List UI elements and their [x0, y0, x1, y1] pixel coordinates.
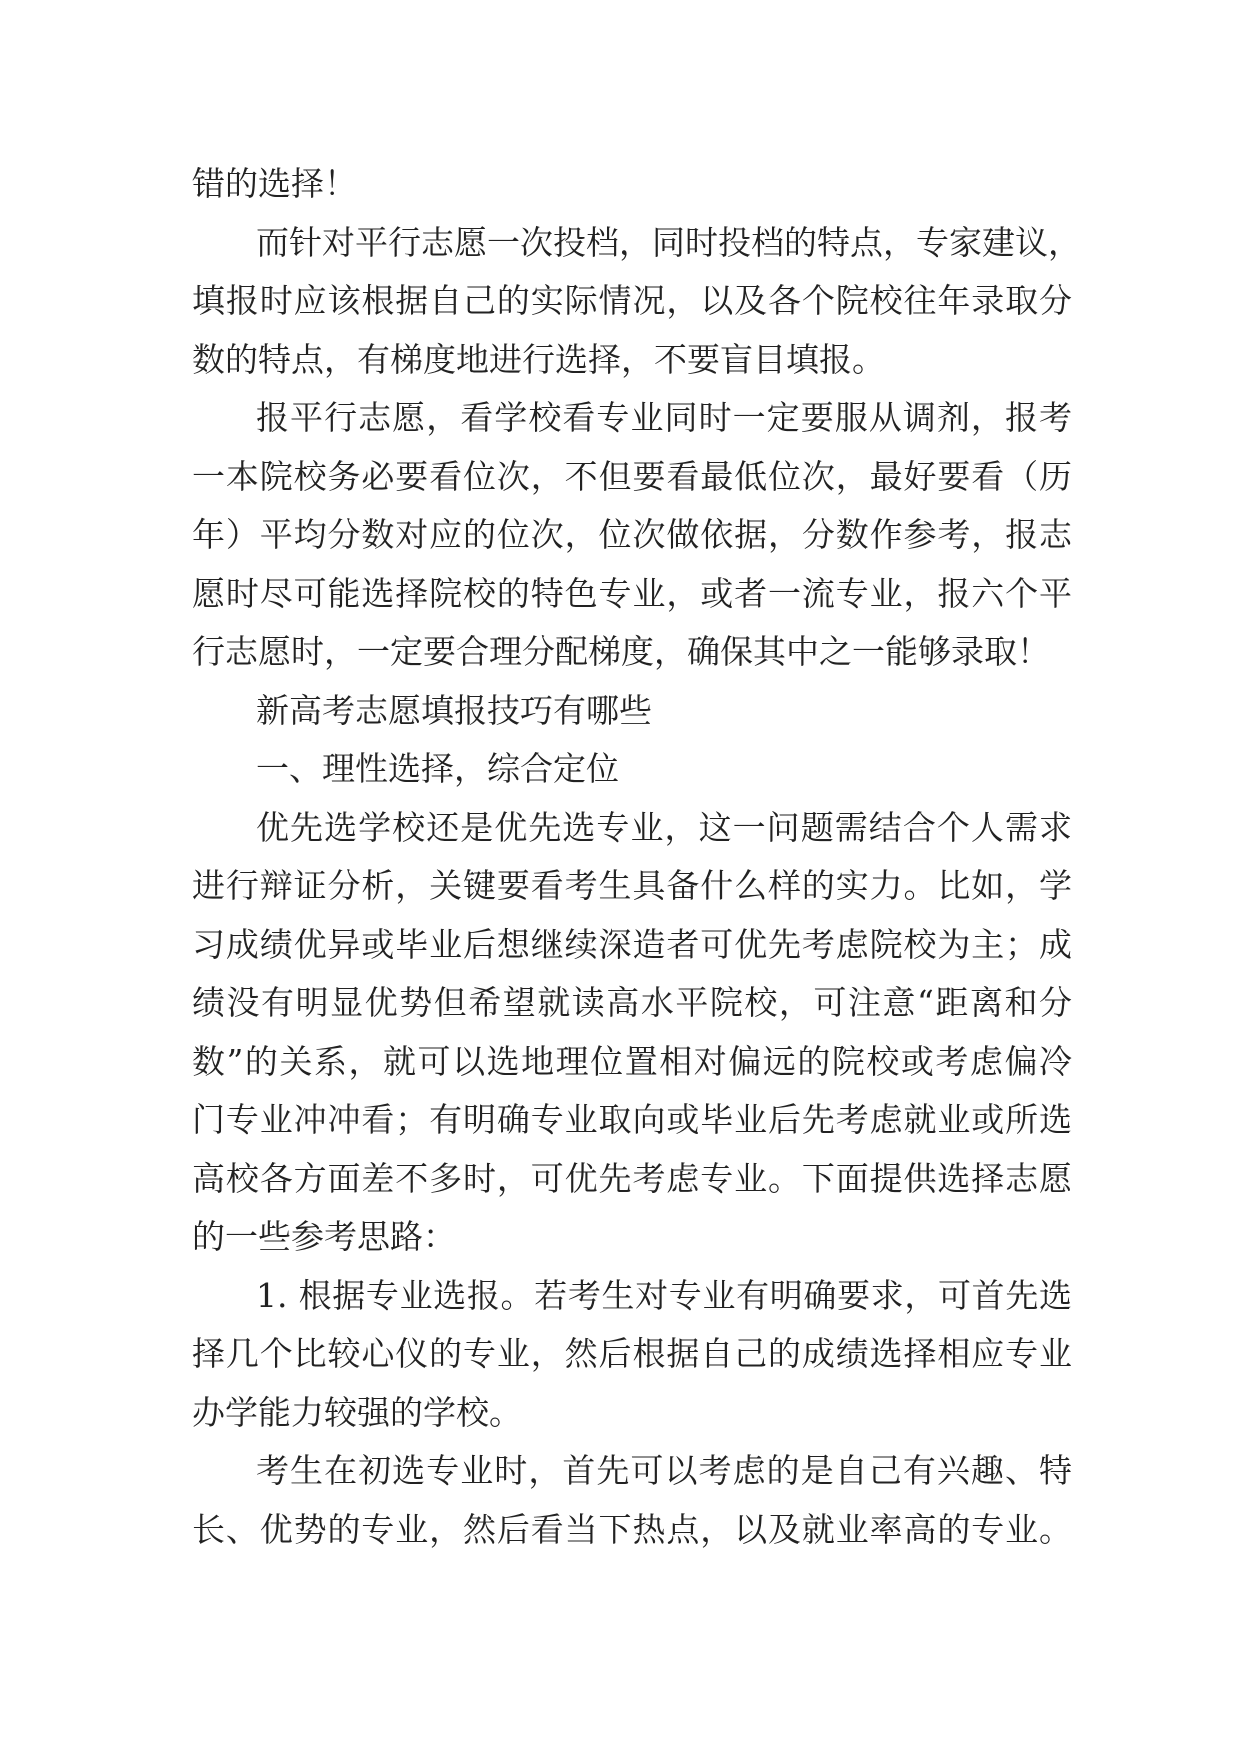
text-line: 愿时尽可能选择院校的特色专业，或者一流专业，报六个平 [192, 574, 1072, 613]
subsection-heading: 一、理性选择，综合定位 [256, 749, 619, 788]
text-line: 高校各方面差不多时，可优先考虑专业。下面提供选择志愿 [192, 1159, 1072, 1198]
paragraph-first-line: 而针对平行志愿一次投档，同时投档的特点，专家建议， [256, 223, 1081, 262]
text-line: 错的选择！ [192, 164, 357, 203]
text-line: 办学能力较强的学校。 [192, 1393, 522, 1432]
text-line: 行志愿时，一定要合理分配梯度，确保其中之一能够录取！ [192, 632, 1050, 671]
paragraph-first-line: 1. 根据专业选报。若考生对专业有明确要求，可首先选 [256, 1276, 1072, 1315]
text-line: 数的特点，有梯度地进行选择，不要盲目填报。 [192, 340, 885, 379]
paragraph-first-line: 报平行志愿，看学校看专业同时一定要服从调剂，报考 [256, 398, 1072, 437]
text-line: 数”的关系，就可以选地理位置相对偏远的院校或考虑偏冷 [192, 1042, 1072, 1081]
text-line: 绩没有明显优势但希望就读高水平院校，可注意“距离和分 [192, 983, 1072, 1022]
text-line: 长、优势的专业，然后看当下热点，以及就业率高的专业。 [192, 1510, 1072, 1549]
section-heading: 新高考志愿填报技巧有哪些 [256, 691, 652, 730]
text-line: 的一些参考思路： [192, 1217, 456, 1256]
text-line: 一本院校务必要看位次，不但要看最低位次，最好要看（历 [192, 457, 1072, 496]
text-line: 进行辩证分析，关键要看考生具备什么样的实力。比如，学 [192, 866, 1072, 905]
text-line: 填报时应该根据自己的实际情况，以及各个院校往年录取分 [192, 281, 1072, 320]
paragraph-first-line: 优先选学校还是优先选专业，这一问题需结合个人需求 [256, 808, 1072, 847]
text-line: 习成绩优异或毕业后想继续深造者可优先考虑院校为主；成 [192, 925, 1072, 964]
text-line: 年）平均分数对应的位次，位次做依据，分数作参考，报志 [192, 515, 1072, 554]
text-line: 门专业冲冲看；有明确专业取向或毕业后先考虑就业或所选 [192, 1100, 1072, 1139]
text-line: 择几个比较心仪的专业，然后根据自己的成绩选择相应专业 [192, 1334, 1072, 1373]
paragraph-first-line: 考生在初选专业时，首先可以考虑的是自己有兴趣、特 [256, 1451, 1072, 1490]
